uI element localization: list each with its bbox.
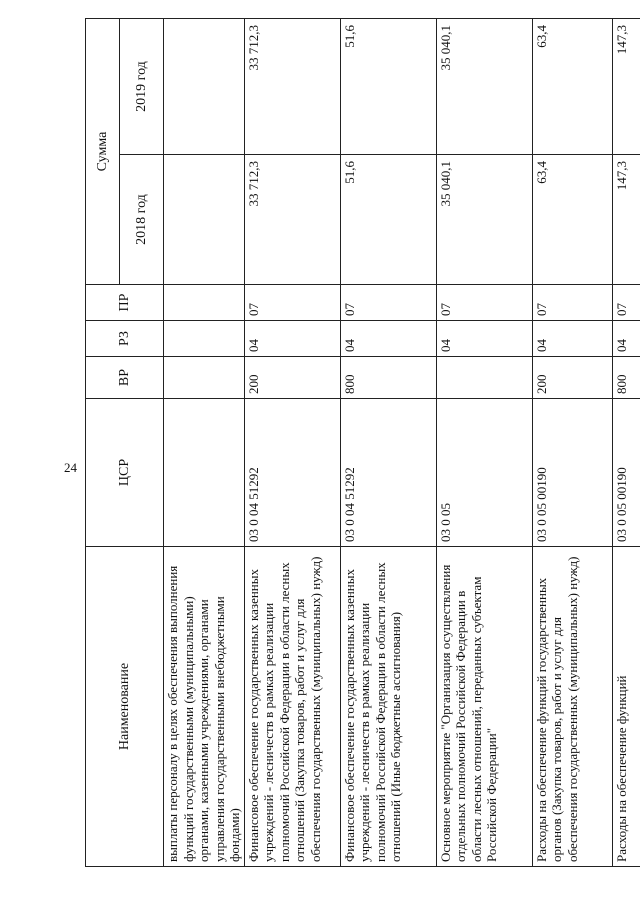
cell-2019: 35 040,1	[436, 19, 532, 155]
cell-2018: 147,3	[612, 155, 640, 285]
budget-table	[85, 18, 640, 867]
cell-pr	[164, 285, 245, 321]
cell-pr: 07	[340, 285, 436, 321]
cell-2019	[164, 19, 245, 155]
cell-vr: 800	[340, 357, 436, 399]
cell-csr: 03 0 05 00190	[612, 399, 640, 547]
table-row	[340, 19, 436, 867]
cell-vr	[436, 357, 532, 399]
cell-name: выплаты персоналу в целях обеспечения выполнения функций государственными (муниципальными) органами, казенными учреждениями, органами управления государственными внебюджетными фондами)	[164, 547, 245, 867]
cell-pr: 07	[244, 285, 340, 321]
cell-rz: 04	[612, 321, 640, 357]
cell-pr: 07	[532, 285, 612, 321]
cell-name: Расходы на обеспечение функций	[612, 547, 640, 867]
cell-2018: 51,6	[340, 155, 436, 285]
cell-name: Расходы на обеспечение функций государственных органов (Закупка товаров, работ и услуг для обеспечения государственных (муниципальных) нужд)	[532, 547, 612, 867]
cell-2018	[164, 155, 245, 285]
cell-2018: 35 040,1	[436, 155, 532, 285]
cell-rz: 04	[532, 321, 612, 357]
header-pr: ПР	[86, 285, 164, 321]
cell-pr: 07	[612, 285, 640, 321]
cell-name: Основное мероприятие "Организация осуществления отдельных полномочий Российской Федерации в области лесных отношений, переданных субъектам Российской Федерации"	[436, 547, 532, 867]
cell-2019: 63,4	[532, 19, 612, 155]
cell-2019: 51,6	[340, 19, 436, 155]
cell-rz: 04	[436, 321, 532, 357]
cell-vr: 200	[532, 357, 612, 399]
cell-csr: 03 0 04 51292	[340, 399, 436, 547]
header-csr: ЦСР	[86, 399, 164, 547]
cell-vr	[164, 357, 245, 399]
cell-vr: 800	[612, 357, 640, 399]
cell-name: Финансовое обеспечение государственных казенных учреждений - лесничеств в рамках реализации полномочий Российской Федерации в области лесных отношений (Закупка товаров, работ и услуг для обеспечения государственных (муниципальных) нужд)	[244, 547, 340, 867]
header-rz: РЗ	[86, 321, 164, 357]
cell-2019: 33 712,3	[244, 19, 340, 155]
cell-csr	[164, 399, 245, 547]
table-row	[612, 19, 640, 867]
cell-2018: 63,4	[532, 155, 612, 285]
cell-pr: 07	[436, 285, 532, 321]
table-row	[532, 19, 612, 867]
table-row	[244, 19, 340, 867]
cell-2018: 33 712,3	[244, 155, 340, 285]
cell-rz: 04	[340, 321, 436, 357]
header-name: Наименование	[86, 547, 164, 867]
header-year-2019: 2019 год	[120, 19, 164, 155]
header-sum: Сумма	[86, 19, 120, 285]
table-row	[164, 19, 245, 867]
table-row	[436, 19, 532, 867]
cell-vr: 200	[244, 357, 340, 399]
cell-rz	[164, 321, 245, 357]
cell-name: Финансовое обеспечение государственных казенных учреждений - лесничеств в рамках реализации полномочий Российской Федерации в области лесных отношений (Иные бюджетные ассигнования)	[340, 547, 436, 867]
page-number: 24	[64, 460, 77, 475]
cell-csr: 03 0 05 00190	[532, 399, 612, 547]
cell-rz: 04	[244, 321, 340, 357]
cell-csr: 03 0 05	[436, 399, 532, 547]
header-vr: ВР	[86, 357, 164, 399]
cell-csr: 03 0 04 51292	[244, 399, 340, 547]
header-year-2018: 2018 год	[120, 155, 164, 285]
cell-2019: 147,3	[612, 19, 640, 155]
header-row	[86, 19, 120, 867]
